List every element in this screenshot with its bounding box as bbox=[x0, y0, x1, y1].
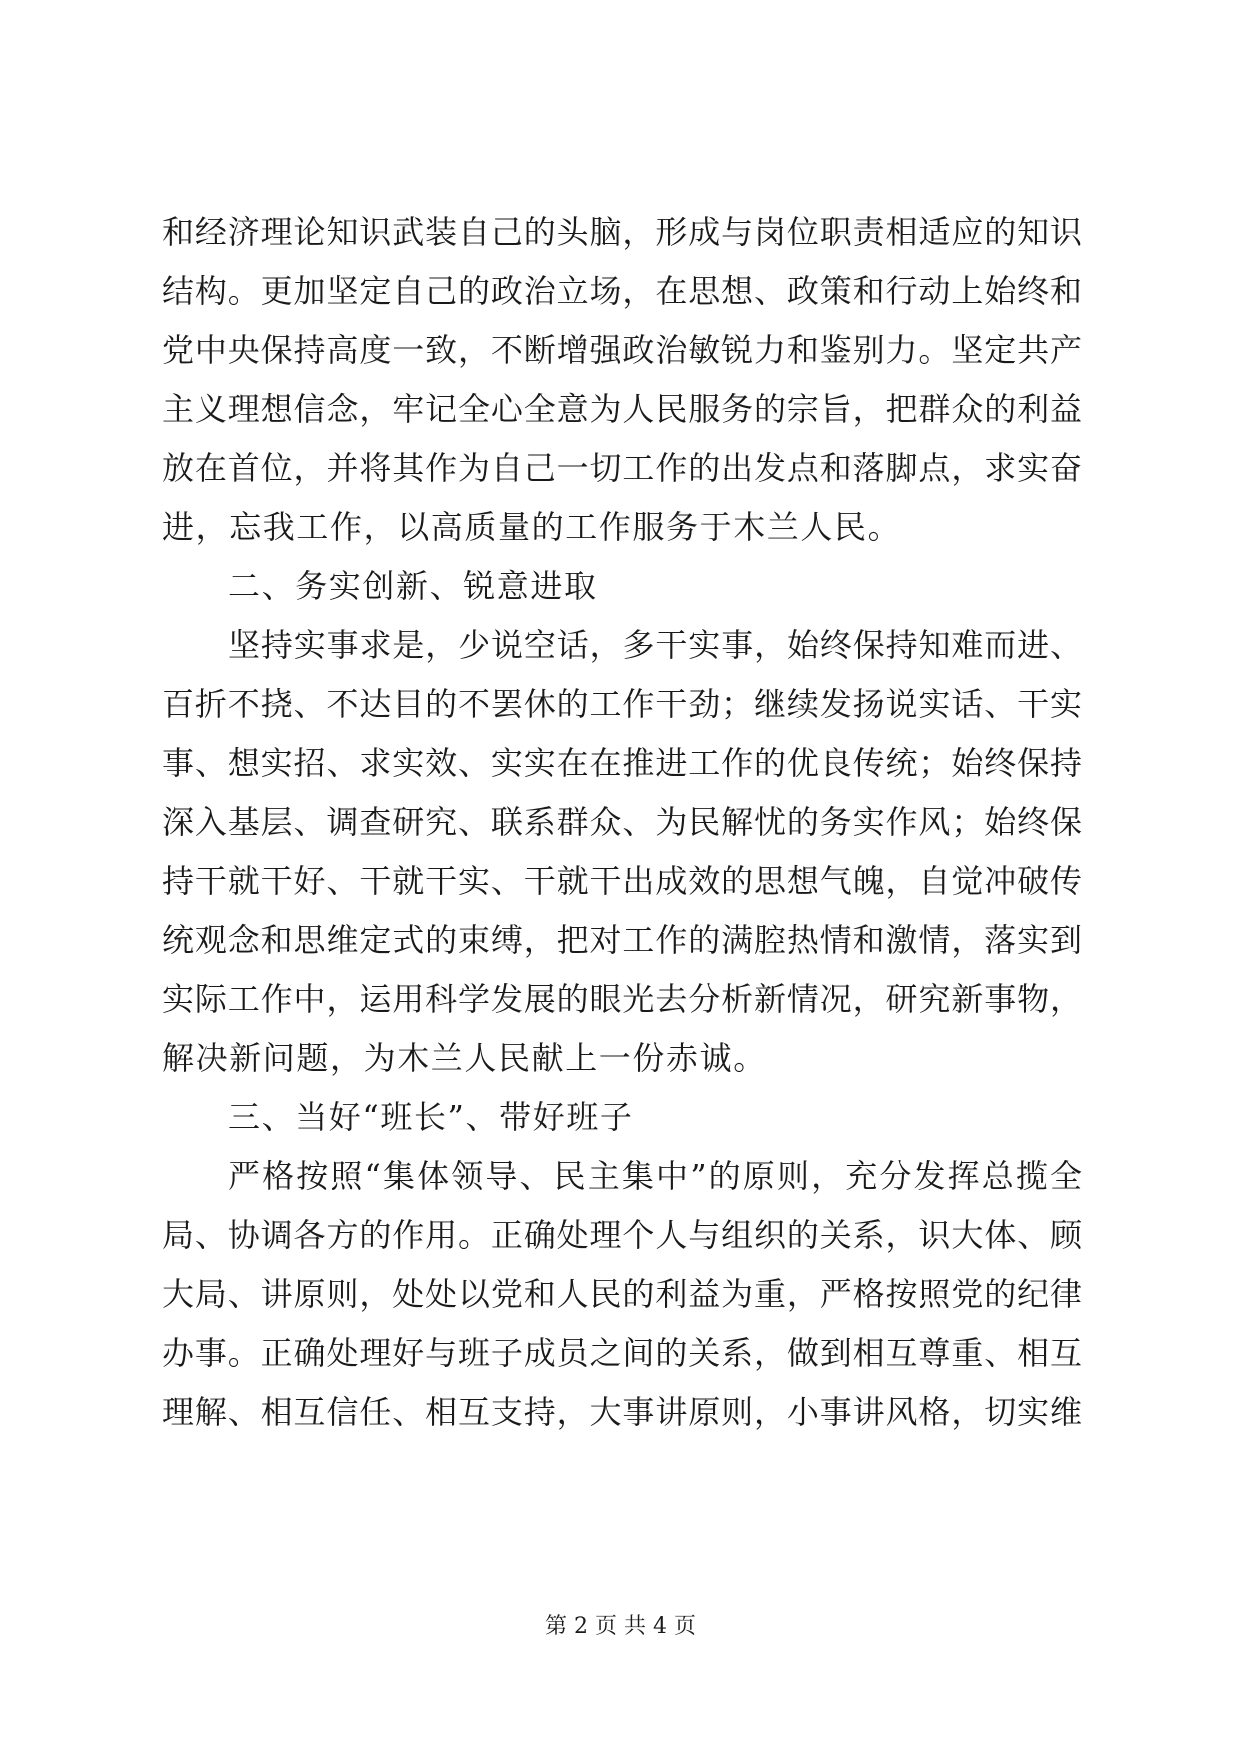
paragraph-1-line-6: 进，忘我工作，以高质量的工作服务于木兰人民。 bbox=[162, 508, 902, 546]
paragraph-2-line-7: 实际工作中，运用科学发展的眼光去分析新情况，研究新事物， bbox=[162, 980, 1082, 1018]
paragraph-2-line-4: 深入基层、调查研究、联系群众、为民解忧的务实作风；始终保 bbox=[162, 803, 1082, 841]
paragraph-1-line-4: 主义理想信念，牢记全心全意为人民服务的宗旨，把群众的利益 bbox=[162, 390, 1082, 428]
paragraph-2-line-1: 坚持实事求是，少说空话，多干实事，始终保持知难而进、 bbox=[228, 626, 1082, 664]
paragraph-3-line-3: 大局、讲原则，处处以党和人民的利益为重，严格按照党的纪律 bbox=[162, 1275, 1082, 1313]
paragraph-2-line-5: 持干就干好、干就干实、干就干出成效的思想气魄，自觉冲破传 bbox=[162, 862, 1082, 900]
paragraph-2-line-6: 统观念和思维定式的束缚，把对工作的满腔热情和激情，落实到 bbox=[162, 921, 1082, 959]
paragraph-3-line-5: 理解、相互信任、相互支持，大事讲原则，小事讲风格，切实维 bbox=[162, 1393, 1082, 1431]
section-heading-2: 二、务实创新、锐意进取 bbox=[228, 567, 598, 605]
page-number-footer: 第 2 页 共 4 页 bbox=[545, 1614, 696, 1639]
paragraph-1-line-5: 放在首位，并将其作为自己一切工作的出发点和落脚点，求实奋 bbox=[162, 449, 1082, 487]
paragraph-3-line-4: 办事。正确处理好与班子成员之间的关系，做到相互尊重、相互 bbox=[162, 1334, 1082, 1372]
paragraph-2-line-8: 解决新问题，为木兰人民献上一份赤诚。 bbox=[162, 1039, 767, 1077]
paragraph-3-line-2: 局、协调各方的作用。正确处理个人与组织的关系，识大体、顾 bbox=[162, 1216, 1082, 1254]
paragraph-3-line-1: 严格按照“集体领导、民主集中”的原则，充分发挥总揽全 bbox=[228, 1157, 1082, 1195]
paragraph-1-line-1: 和经济理论知识武装自己的头脑，形成与岗位职责相适应的知识 bbox=[162, 213, 1082, 251]
paragraph-2-line-3: 事、想实招、求实效、实实在在推进工作的优良传统；始终保持 bbox=[162, 744, 1082, 782]
paragraph-1-line-2: 结构。更加坚定自己的政治立场，在思想、政策和行动上始终和 bbox=[162, 272, 1082, 310]
section-heading-3: 三、当好“班长”、带好班子 bbox=[228, 1098, 634, 1136]
paragraph-1-line-3: 党中央保持高度一致，不断增强政治敏锐力和鉴别力。坚定共产 bbox=[162, 331, 1082, 369]
paragraph-2-line-2: 百折不挠、不达目的不罢休的工作干劲；继续发扬说实话、干实 bbox=[162, 685, 1082, 723]
